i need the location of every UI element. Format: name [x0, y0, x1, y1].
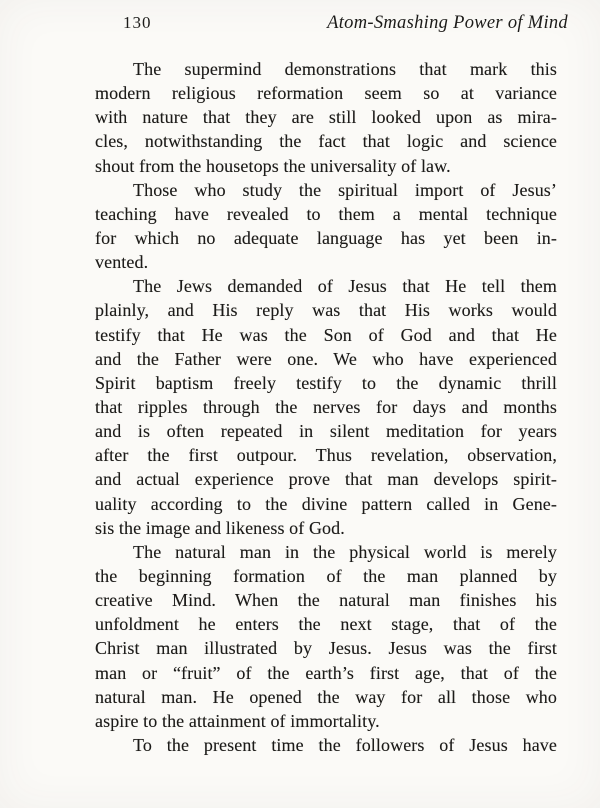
- text-line: with nature that they are still looked upon as mira-: [95, 107, 557, 128]
- text-line: and actual experience prove that man develops spirit-: [95, 469, 557, 490]
- text-line: testify that He was the Son of God and that He: [95, 324, 557, 345]
- text-line: man or “fruit” of the earth’s first age, that of the: [95, 662, 557, 683]
- text-line: and the Father were one. We who have experienced: [95, 348, 557, 369]
- text-line: uality according to the divine pattern called in Gene-: [95, 493, 557, 514]
- page-body: [95, 57, 557, 757]
- page-header: [95, 13, 568, 34]
- text-line: after the first outpour. Thus revelation, observation,: [95, 445, 557, 466]
- text-line: the beginning formation of the man planned by: [95, 565, 557, 586]
- text-line: plainly, and His reply was that His works would: [95, 300, 557, 321]
- text-line: teaching have revealed to them a mental technique: [95, 203, 557, 224]
- page-number: 130: [123, 13, 152, 32]
- text-line: and is often repeated in silent meditation for years: [95, 421, 557, 442]
- text-line: for which no adequate language has yet been in-: [95, 227, 557, 248]
- text-line: sis the image and likeness of God.: [95, 517, 345, 538]
- running-title: Atom-Smashing Power of Mind: [327, 13, 568, 33]
- text-line: that ripples through the nerves for days and months: [95, 396, 557, 417]
- text-line: To the present time the followers of Jesus have: [133, 734, 557, 755]
- text-line: The Jews demanded of Jesus that He tell them: [133, 276, 557, 297]
- text-line: unfoldment he enters the next stage, that of the: [95, 614, 557, 635]
- text-line: creative Mind. When the natural man finishes his: [95, 590, 557, 611]
- text-line: Spirit baptism freely testify to the dynamic thrill: [95, 372, 557, 393]
- text-line: shout from the housetops the universality of law.: [95, 155, 451, 176]
- text-line: cles, notwithstanding the fact that logic and science: [95, 131, 557, 152]
- text-line: Those who study the spiritual import of Jesus’: [133, 179, 557, 200]
- text-line: Christ man illustrated by Jesus. Jesus was the first: [95, 638, 557, 659]
- text-line: natural man. He opened the way for all those who: [95, 686, 557, 707]
- text-line: modern religious reformation seem so at variance: [95, 83, 557, 104]
- text-line: aspire to the attainment of immortality.: [95, 710, 380, 731]
- text-line: vented.: [95, 252, 149, 273]
- text-line: The natural man in the physical world is merely: [133, 541, 557, 562]
- text-line: The supermind demonstrations that mark this: [133, 59, 557, 79]
